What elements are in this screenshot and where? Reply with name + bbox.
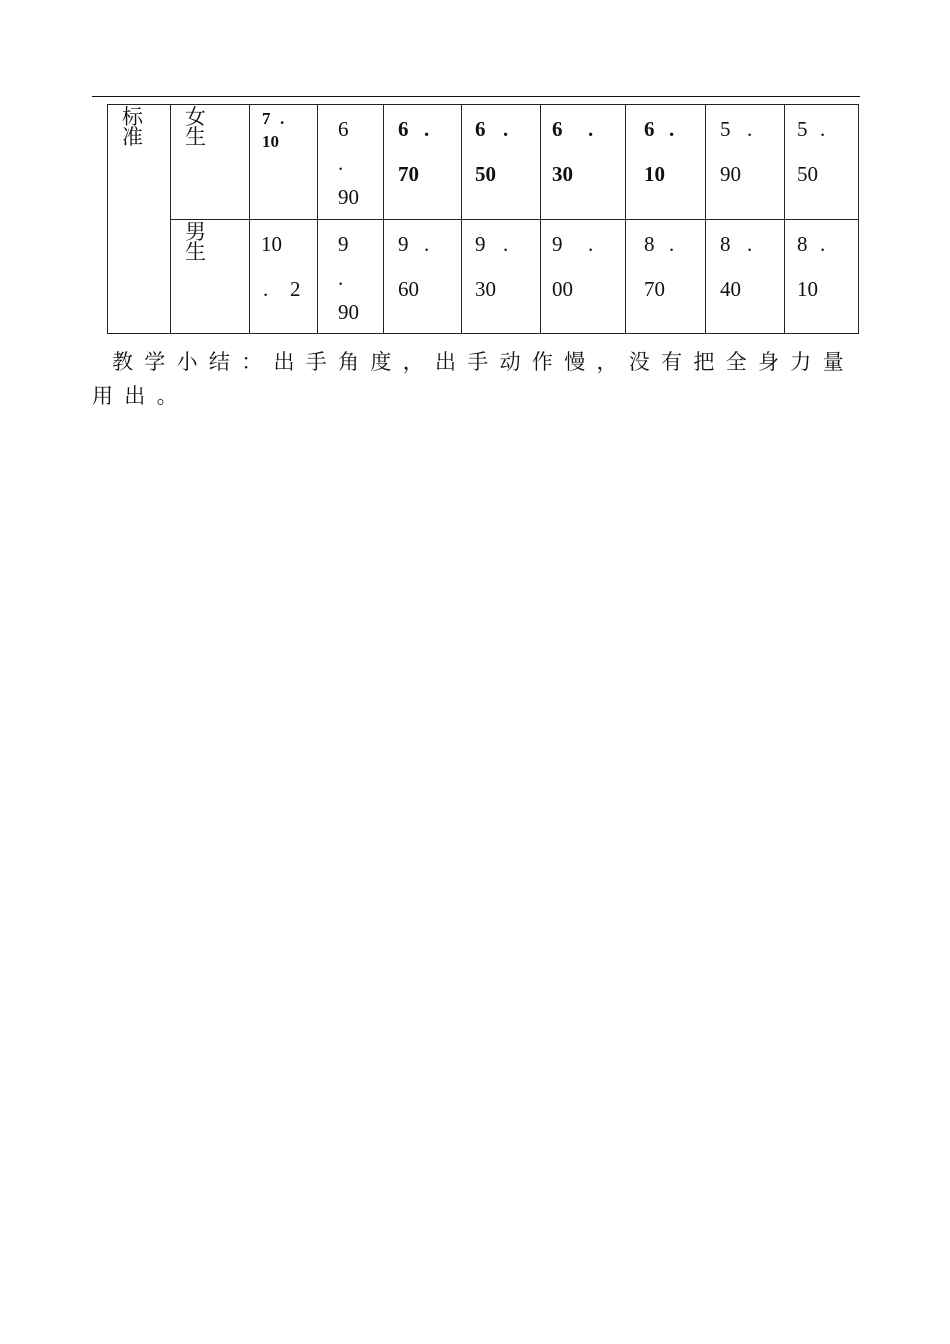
score-cell (626, 220, 706, 334)
score-dec: 90 (720, 162, 741, 186)
score-int: 6 (338, 117, 349, 141)
score-cell (706, 105, 785, 220)
score-dot: . (747, 117, 753, 141)
standard-score-table (107, 104, 859, 334)
score-dot: . (280, 109, 285, 128)
group-cell-female (171, 105, 250, 220)
score-cell (318, 220, 384, 334)
score-cell (706, 220, 785, 334)
score-cell (541, 105, 626, 220)
score-int: 6 (552, 117, 563, 141)
score-dot: . (588, 232, 594, 256)
score-dot: . (669, 232, 675, 256)
score-dec: 00 (552, 277, 573, 301)
score-int: 6 (398, 117, 409, 141)
score-int: 6 (475, 117, 486, 141)
score-cell (250, 105, 318, 220)
score-cell (250, 220, 318, 334)
score-dot: . (669, 117, 675, 141)
score-dot: . (588, 117, 594, 141)
score-dec: 10 (262, 132, 279, 151)
score-int: 9 (475, 232, 486, 256)
score-dec: 90 (338, 185, 359, 209)
score-dot: . (424, 117, 430, 141)
score-int: 10 (261, 232, 282, 256)
score-dot: . (747, 232, 753, 256)
score-int: 6 (644, 117, 655, 141)
score-dot: . (338, 266, 344, 290)
score-dec: 30 (552, 162, 573, 186)
score-cell (541, 220, 626, 334)
score-dec: 60 (398, 277, 419, 301)
score-dec: 30 (475, 277, 496, 301)
score-dot: . (820, 232, 826, 256)
score-cell (384, 220, 462, 334)
score-int: 9 (552, 232, 563, 256)
score-dec: 50 (475, 162, 496, 186)
score-cell (462, 105, 541, 220)
teaching-summary-text: 教学小结：出手角度，出手动作慢，没有把全身力量用出。 (92, 350, 855, 408)
standard-header-cell (108, 105, 171, 334)
group-cell-male (171, 220, 250, 334)
score-int: 9 (398, 232, 409, 256)
score-int: 5 (797, 117, 808, 141)
header-rule (92, 96, 860, 97)
score-int: 8 (797, 232, 808, 256)
score-dot: . (820, 117, 826, 141)
standard-label: 标准 (122, 105, 143, 149)
score-cell (384, 105, 462, 220)
score-dec: 10 (644, 162, 665, 186)
group-label-female: 女生 (185, 105, 206, 149)
score-dec: 40 (720, 277, 741, 301)
score-cell (462, 220, 541, 334)
score-dot: . (424, 232, 430, 256)
score-int: 8 (720, 232, 731, 256)
score-dot: . (263, 277, 269, 301)
score-cell (626, 105, 706, 220)
group-label-male: 男生 (185, 220, 206, 264)
score-int: 9 (338, 232, 349, 256)
score-dec: 10 (797, 277, 818, 301)
score-dot: . (503, 232, 509, 256)
score-dec: 90 (338, 300, 359, 324)
score-dec: 70 (644, 277, 665, 301)
score-dec: 50 (797, 162, 818, 186)
score-dot: . (503, 117, 509, 141)
score-cell (785, 105, 859, 220)
score-dot: . (338, 151, 344, 175)
score-int: 7 (262, 109, 271, 128)
score-int: 8 (644, 232, 655, 256)
teaching-summary (92, 345, 860, 413)
score-cell (785, 220, 859, 334)
score-dec: 2 (290, 277, 301, 301)
score-dec: 70 (398, 162, 419, 186)
score-cell (318, 105, 384, 220)
score-int: 5 (720, 117, 731, 141)
